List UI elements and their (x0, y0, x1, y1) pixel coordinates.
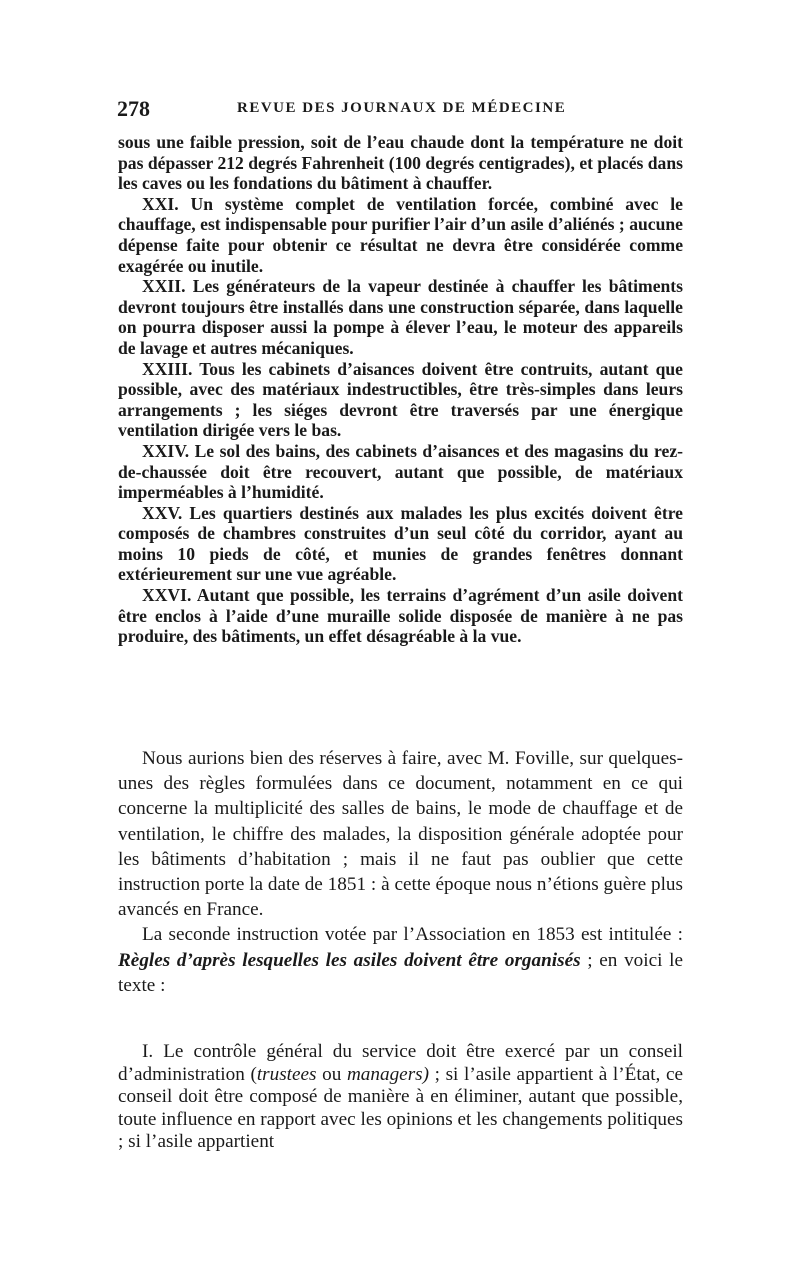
rule-xxiii (118, 359, 683, 441)
commentary-paragraph-2: La seconde instruction votée par l’Association en 1853 est intitulée : Règles d’après lesquelles les asiles doivent être organisés ; en voici le texte : (118, 924, 683, 996)
article-number: I. (142, 1041, 154, 1062)
rule-number: XXIII. (142, 358, 193, 379)
rule-xxi (118, 194, 683, 276)
rule-number: XXIV. (142, 440, 190, 461)
rule-xxv (118, 503, 683, 585)
instruction-title: Règles d’après lesquelles les asiles doivent être organisés (118, 949, 581, 971)
rule-number: XXV. (142, 502, 183, 523)
page-number: 278 (117, 96, 150, 121)
section-one (118, 1041, 683, 1154)
rule-text: Les générateurs de la vapeur destinée à chauffer les bâtiments devront toujours être installés dans une construction séparée, dans laquelle on pourra disposer aussi la pompe à élever l’eau, le moteur des appareils de lavage et autres mécaniques. (118, 276, 683, 358)
article-i: I. Le contrôle général du service doit être exercé par un conseil d’administration (trustees ou managers) ; si l’asile appartient à l’État, ce conseil doit être composé de manière à en éliminer, autant que possible, toute influence en rapport avec les opinions et les changements politiques ; si l’asile appartient (118, 1041, 684, 1153)
rule-number: XXVI. (142, 585, 192, 606)
rule-text: Le sol des bains, des cabinets d’aisances et des magasins du rez-de-chaussée doit être recouvert, autant que possible, de matériaux imperméables à l’humidité. (118, 440, 683, 503)
rule-continuation: sous une faible pression, soit de l’eau chaude dont la température ne doit pas dépasser 212 degrés Fahrenheit (100 degrés centigrades), et placés dans les caves ou les fondations du bâtiment à chauffer. (118, 132, 683, 194)
rule-text: Un système complet de ventilation forcée, combiné avec le chauffage, est indispensable pour purifier l’air d’un asile d’aliénés ; aucune dépense faite pour obtenir ce résultat ne devra être considérée comme exagérée ou inutile. (118, 193, 683, 276)
running-title: REVUE DES JOURNAUX DE MÉDECINE (237, 100, 567, 116)
commentary (118, 746, 683, 998)
page-header (117, 96, 682, 126)
rule-text: Autant que possible, les terrains d’agrément d’un asile doivent être enclos à l’aide d’une muraille solide disposée de manière à ne pas produire, des bâtiments, un effet désagréable à la vue. (118, 585, 684, 647)
rule-xxvi (118, 585, 683, 647)
commentary-paragraph: Nous aurions bien des réserves à faire, avec M. Foville, sur quelques-unes des règles formulées dans ce document, notamment en ce qui concerne la multiplicité des salles de bains, le mode de chauffage et de ventilation, le chiffre des malades, la disposition générale adoptée pour les bâtiments d’habitation ; mais il ne faut pas oublier que cette instruction porte la date de 1851 : à cette époque nous n’étions guère plus avancés en France. (118, 748, 683, 921)
rule-text: Tous les cabinets d’aisances doivent être contruits, autant que possible, avec des matériaux indestructibles, être très-simples dans leurs arrangements ; les siéges devront être traversés par une énergique ventilation dirigée vers le bas. (118, 358, 683, 441)
rule-text: Les quartiers destinés aux malades les plus excités doivent être composés de chambres construites d’un seul côté du corridor, ayant au moins 10 pieds de côté, et munies de grandes fenêtres donnant extérieurement sur une vue agréable. (118, 502, 683, 585)
rules-list (118, 132, 683, 647)
rule-xxiv (118, 441, 683, 503)
rule-number: XXII. (142, 276, 186, 297)
rule-xxii (118, 276, 683, 358)
rule-number: XXI. (142, 193, 179, 214)
